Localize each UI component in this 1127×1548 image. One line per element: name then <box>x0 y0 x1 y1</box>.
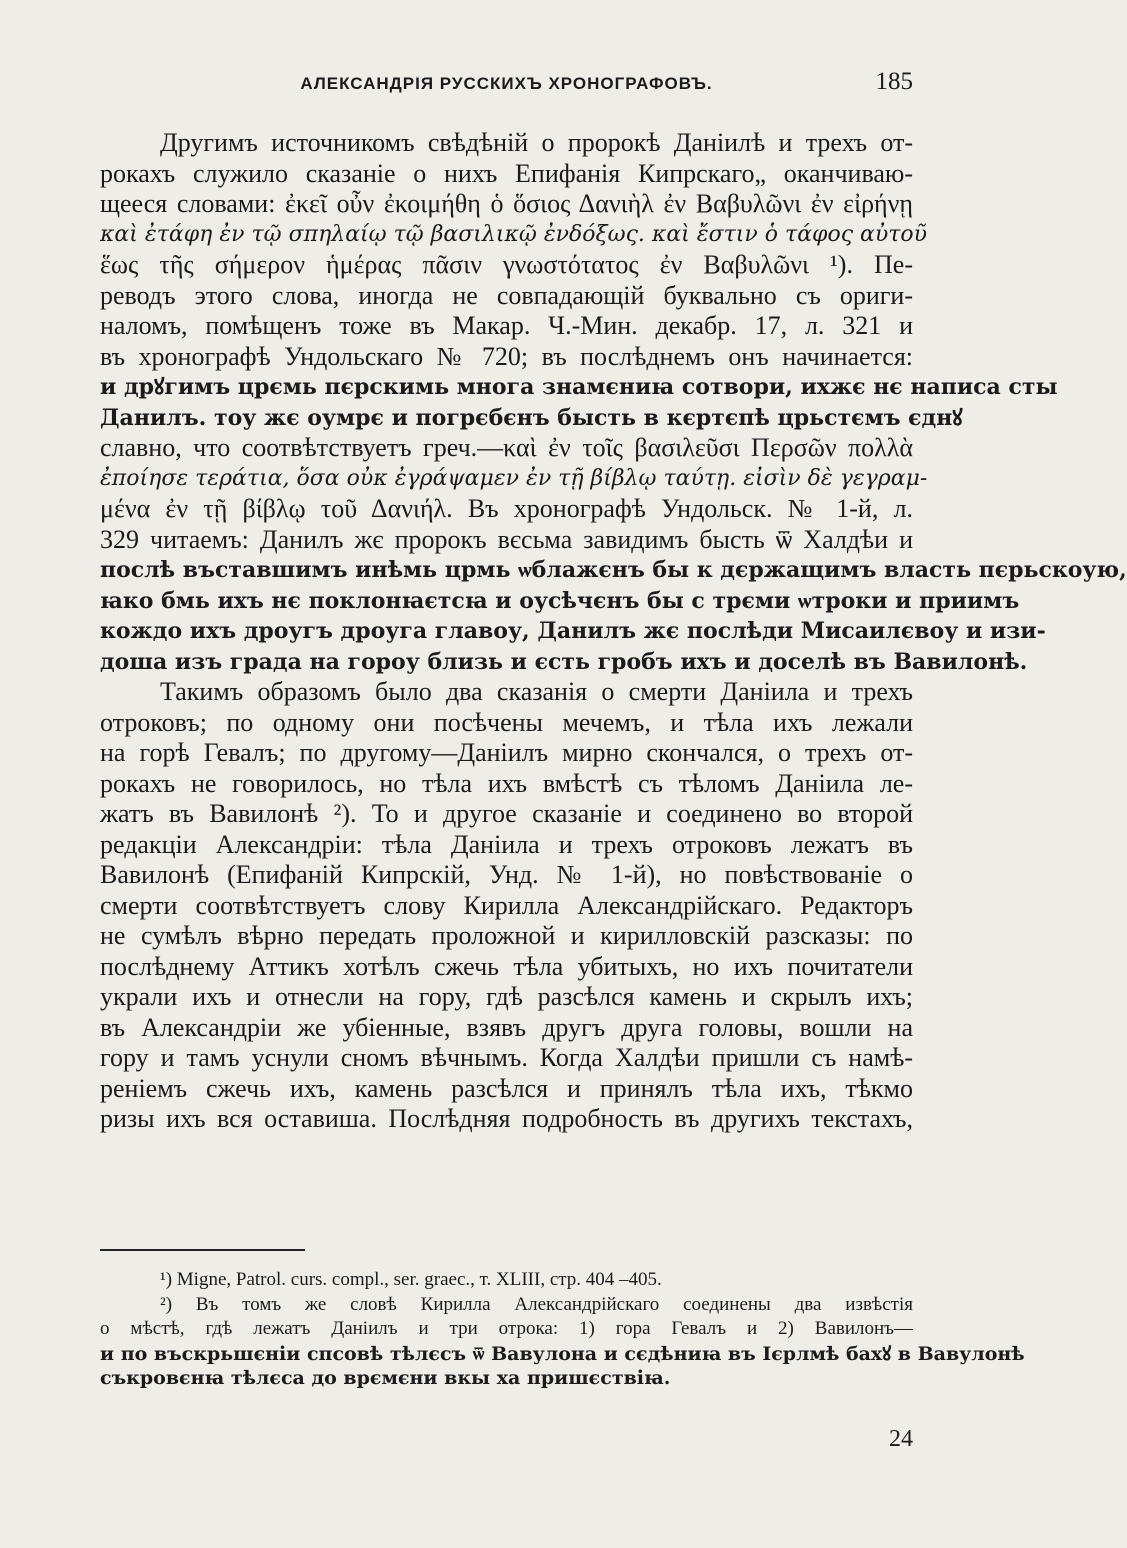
text-line: 329 читаемъ: Данилъ жє пророкъ вєсьма завидимъ бысть ѿ Халдѣи и <box>100 524 913 554</box>
text-line: послѣднему Аттикъ хотѣлъ сжечь тѣла убитыхъ, но ихъ почитатели <box>100 951 913 981</box>
text-line: Другимъ источникомъ свѣдѣній о пророкѣ Даніилѣ и трехъ от- <box>160 128 913 157</box>
text-line: реводъ этого слова, иногда не совпадающій буквально съ ориги- <box>100 280 913 310</box>
church-slavonic-line: и дрꙋгимъ црємь пєрскимь многа знамєниꙗ сотвори, ихжє нє написа сты <box>100 374 1058 400</box>
footnotes <box>100 1268 1025 1391</box>
text-line: на горѣ Гевалъ; по другому—Даніилъ мирно скончался, о трехъ от- <box>100 738 913 767</box>
text-line: не сумѣлъ вѣрно передать проложной и кирилловскій разсказы: по <box>100 921 913 950</box>
text-line: въ хронографѣ Ундольскаго № 720; въ послѣднемъ онъ начинается: <box>100 341 913 371</box>
text-line: рокахъ не говорилось, но тѣла ихъ вмѣстѣ съ тѣломъ Даніила ле- <box>100 768 913 798</box>
page-number: 185 <box>875 68 913 95</box>
main-text <box>100 128 1127 1135</box>
page-header <box>100 68 913 110</box>
text-line: смерти соотвѣтствуетъ слову Кирилла Александрійскаго. Редакторъ <box>100 890 913 920</box>
footnote-line: о мѣстѣ, гдѣ лежатъ Даніилъ и три отрока: 1) гора Гевалъ и 2) Вавилонъ— <box>100 1318 913 1339</box>
church-slavonic-line: послѣ въставшимъ инѣмь црмь ѡблажєнъ бы к дєржащимъ власть пєрьскоую, <box>100 557 1127 583</box>
text-line: ризы ихъ вся оставиша. Послѣдняя подробность въ другихъ текстахъ, <box>100 1104 913 1133</box>
text-line: отроковъ; по одному они посѣчены мечемъ, и тѣла ихъ лежали <box>100 707 913 737</box>
text-line: ἕως τῆς σήμερον ἡμέρας πᾶσιν γνωστότατος ἐν Βαβυλῶνι ¹). Пе- <box>100 250 913 279</box>
text-line: Вавилонѣ (Епифаній Кипрскій, Унд. № 1-й), но повѣствованіе о <box>100 860 913 889</box>
text-line: рокахъ служило сказаніе о нихъ Епифанія Кипрскаго„ оканчиваю- <box>100 158 913 188</box>
signature-mark: 24 <box>889 1426 913 1452</box>
text-line: украли ихъ и отнесли на гору, гдѣ разсѣлся камень и скрылъ ихъ; <box>100 982 913 1011</box>
text-line: гору и тамъ уснули сномъ вѣчнымъ. Когда Халдѣи пришли съ намѣ- <box>100 1043 913 1072</box>
footnote-line: ²) Въ томъ же словѣ Кирилла Александрійскаго соединены два извѣстія <box>160 1293 913 1315</box>
text-line: Такимъ образомъ было два сказанія о смерти Даніила и трехъ <box>160 677 913 706</box>
church-slavonic-line: кождо ихъ дроугъ дроуга главоу, Данилъ жє послѣди Мисаилєвоу и изи- <box>100 618 1046 644</box>
footnote-slavonic-line: съкровєнꙗ тѣлєса до врємєни вкы ха пришєствіꙗ. <box>100 1367 671 1389</box>
text-line: щееся словами: ἐκεῖ οὖν ἐκοιμήθη ὁ ὅσιος Δανιὴλ ἐν Βαβυλῶνι ἐν εἰρήνῃ <box>100 189 913 218</box>
text-line: μένα ἐν τῇ βίβλῳ τοῦ Δανιήλ. Въ хронографѣ Ундольск. № 1-й, л. <box>100 494 913 523</box>
church-slavonic-line: доша изъ града на горοу близь и єсть гробъ ихъ и доселѣ въ Вавилонѣ. <box>100 648 1028 675</box>
footnote-divider <box>100 1249 305 1251</box>
church-slavonic-line: Данилъ. тоу жє оумрє и погрєбєнъ бысть в кєртєпѣ црьстємъ єднꙋ <box>100 404 963 431</box>
greek-line: ἐποίησε τεράτια, ὅσα οὐκ ἐγράψαμεν ἐν τῇ βίβλῳ ταύτῃ. εἰσὶν δὲ γεγραμ- <box>100 465 928 491</box>
greek-line: καὶ ἐτάφη ἐν τῷ σπηλαίῳ τῷ βασιλικῷ ἐνδόξως. καὶ ἔστιν ὁ τάφος αὐτοῦ <box>100 221 928 247</box>
text-line: въ Александріи же убіенные, взявъ другъ друга головы, вошли на <box>100 1012 913 1042</box>
church-slavonic-line: ꙗко бмь ихъ нє поклонꙗєтсꙗ и оусѣчєнъ бы с трєми ѡтроки и приимъ <box>100 587 1020 614</box>
text-line: редакціи Александріи: тѣла Даніила и трехъ отроковъ лежатъ въ <box>100 829 913 859</box>
footnote-slavonic-line: и по въскрьшєніи спсовѣ тѣлєсъ ѿ Вавулона и сєдѣниꙗ въ Ієрлмѣ бахꙋ в Вавулонѣ <box>100 1342 1025 1365</box>
running-title: АЛЕКСАНДРІЯ РУССКИХЪ ХРОНОГРАФОВЪ. <box>300 74 713 93</box>
text-line: наломъ, помѣщенъ тоже въ Макар. Ч.-Мин. декабр. 17, л. 321 и <box>100 311 913 340</box>
footnote-line: ¹) Migne, Patrol. curs. compl., ser. graec., т. XLIII, стр. 404 –405. <box>160 1269 662 1290</box>
text-line: жатъ въ Вавилонѣ ²). То и другое сказаніе и соединено во второй <box>100 799 913 828</box>
text-line: реніемъ сжечь ихъ, камень разсѣлся и принялъ тѣла ихъ, тѣкмо <box>100 1073 913 1103</box>
text-line: славно, что соотвѣтствуетъ греч.—καὶ ἐν τοῖς βασιλεῦσι Περσῶν πολλὰ <box>100 433 913 462</box>
